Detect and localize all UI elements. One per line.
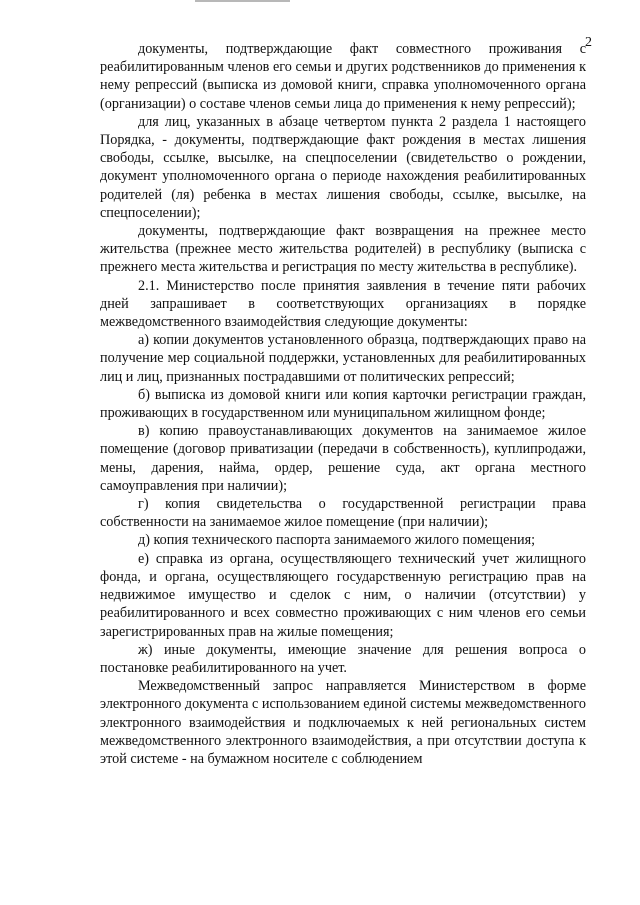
list-item-b: б) выписка из домовой книги или копия карточки регистрации граждан, проживающих в государственном или муниципальном жилищном фонде; <box>100 386 586 422</box>
page-number: 2 <box>585 35 592 50</box>
paragraph-birth-docs: для лиц, указанных в абзаце четвертом пункта 2 раздела 1 настоящего Порядка, - документы, подтверждающие факт рождения в местах лишения свободы, ссылке, высылке, на спецпоселении (свидетельство о рождении, документ уполномоченного органа о периоде нахождения реабилитированных родителей (ля) ребенка в местах лишения свободы, ссылке, высылке, на спецпоселении); <box>100 113 586 221</box>
paragraph-interagency-request: Межведомственный запрос направляется Министерством в форме электронного документа с использованием единой системы межведомственного электронного взаимодействия и подключаемых к ней региональных систем межведомственного электронного взаимодействия, а при отсутствии доступа к этой системе - на бумажном носителе с соблюдением <box>100 678 586 767</box>
paragraph-cohabitation-docs: документы, подтверждающие факт совместного проживания с реабилитированным членов его семьи и других родственников до применения к нему репрессий (выписка из домовой книги, справка уполномоченного органа (организации) о составе членов семьи лица до применения к нему репрессий); <box>100 41 586 112</box>
top-edge-mark <box>195 0 290 2</box>
paragraph-section-2-1: 2.1. Министерство после принятия заявления в течение пяти рабочих дней запрашивает в соответствующих организациях в порядке межведомственного взаимодействия следующие документы: <box>100 277 586 331</box>
list-item-d: д) копия технического паспорта занимаемого жилого помещения; <box>138 532 536 549</box>
document-body <box>100 40 586 768</box>
list-item-v: в) копию правоустанавливающих документов на занимаемое жилое помещение (договор приватизации (передачи в собственность), куплипродажи, мены, дарения, найма, ордер, решение суда, акт органа местного самоуправления при наличии); <box>100 423 586 494</box>
list-item-a: а) копии документов установленного образца, подтверждающих право на получение мер социальной поддержки, установленных для реабилитированных лиц и лиц, признанных пострадавшими от политических репрессий; <box>100 332 586 385</box>
list-item-zh: ж) иные документы, имеющие значение для решения вопроса о постановке реабилитированного на учет. <box>100 641 586 676</box>
list-item-e: е) справка из органа, осуществляющего технический учет жилищного фонда, и органа, осуществляющего государственную регистрацию прав на недвижимое имущество и сделок с ним, о наличии (отсутствии) у реабилитированного и всех совместно проживающих с ним членов его семьи зарегистрированных прав на жилые помещения; <box>100 550 586 640</box>
paragraph-return-docs: документы, подтверждающие факт возвращения на прежнее место жительства (прежнее место жительства родителей) в республику (выписка с прежнего места жительства и регистрация по месту жительства в республике). <box>100 223 586 276</box>
list-item-g: г) копия свидетельства о государственной регистрации права собственности на занимаемое жилое помещение (при наличии); <box>100 496 586 531</box>
